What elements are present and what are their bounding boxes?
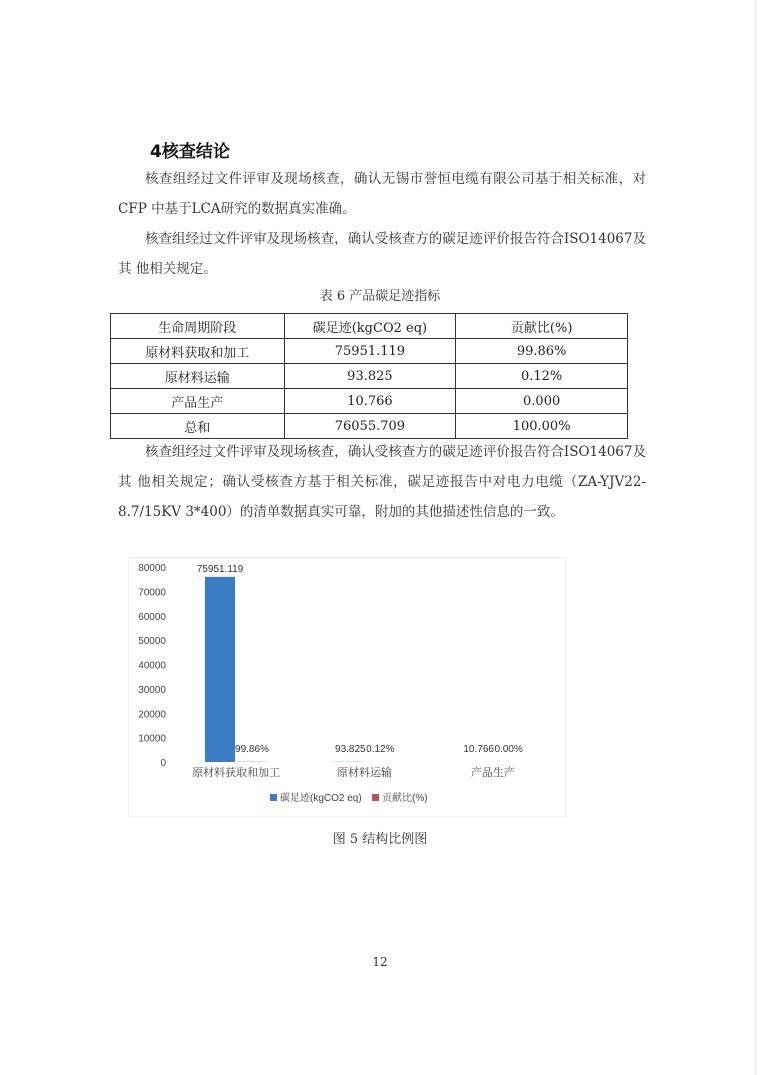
y-tick-label: 50000 <box>138 636 166 648</box>
table-row <box>111 364 628 389</box>
table-row <box>111 339 628 364</box>
data-label: 0.00% <box>494 744 523 755</box>
y-tick-label: 10000 <box>138 733 166 745</box>
paragraph-1 <box>118 164 646 224</box>
data-label: 10.766 <box>463 744 494 755</box>
header-stage: 生命周期阶段 <box>111 314 285 339</box>
page-number: 12 <box>372 955 388 969</box>
paragraph-2-text: 核查组经过文件评审及现场核查，确认受核查方的碳足迹评价报告符合ISO14067及其 他相关规定。 <box>118 231 646 277</box>
page-edge <box>755 0 756 1075</box>
cell-ratio: 100.00% <box>456 414 628 439</box>
table-row <box>111 389 628 414</box>
cell-footprint: 76055.709 <box>284 414 456 439</box>
data-label: 93.825 <box>335 744 366 755</box>
legend-swatch-footprint <box>270 794 277 801</box>
cell-ratio: 99.86% <box>456 339 628 364</box>
cell-stage: 原材料获取和加工 <box>111 339 285 364</box>
table-row <box>111 414 628 439</box>
data-label: 75951.119 <box>196 563 244 575</box>
paragraph-2 <box>118 224 646 284</box>
x-tick-label: 原材料获取和加工 <box>192 767 281 779</box>
y-tick-label: 60000 <box>138 611 166 623</box>
cell-stage: 原材料运输 <box>111 364 285 389</box>
y-tick-label: 0 <box>160 758 166 769</box>
table-caption: 表 6 产品碳足迹指标 <box>319 289 441 304</box>
table-header-row <box>111 314 628 339</box>
y-tick-label: 20000 <box>138 709 166 721</box>
footprint-table <box>110 313 628 439</box>
cell-ratio: 0.12% <box>456 364 628 389</box>
paragraph-1-text: 核查组经过文件评审及现场核查，确认无锡市誉恒电缆有限公司基于相关标准，对CFP 中基于LCA研究的数据真实准确。 <box>118 171 646 217</box>
figure-caption: 图 5 结构比例图 <box>332 832 428 847</box>
cell-stage: 产品生产 <box>111 389 285 414</box>
data-label: 99.86% <box>235 744 269 755</box>
cell-footprint: 10.766 <box>284 389 456 414</box>
bar-footprint <box>205 577 235 762</box>
y-tick-label: 40000 <box>138 660 166 672</box>
x-tick-label: 原材料运输 <box>337 767 392 779</box>
legend-swatch-ratio <box>372 794 379 801</box>
y-tick-label: 70000 <box>138 587 166 599</box>
y-tick-label: 30000 <box>138 684 166 696</box>
cell-stage: 总和 <box>111 414 285 439</box>
cell-footprint: 75951.119 <box>284 339 456 364</box>
section-heading: 4核查结论 <box>150 142 230 162</box>
data-label: 0.12% <box>366 744 395 755</box>
legend-label: 贡献比(%) <box>382 793 428 804</box>
paragraph-3 <box>118 437 646 527</box>
header-ratio: 贡献比(%) <box>456 314 628 339</box>
cell-ratio: 0.000 <box>456 389 628 414</box>
paragraph-3-text: 核查组经过文件评审及现场核查，确认受核查方的碳足迹评价报告符合ISO14067及其 他相关规定；确认受核查方基于相关标准，碳足迹报告中对电力电缆（ZA-YJV22-8.7/15KV 3*400）的清单数据真实可靠，附加的其他描述性信息的一致。 <box>118 444 646 520</box>
structure-ratio-chart <box>128 557 568 819</box>
x-tick-label: 产品生产 <box>470 767 515 779</box>
header-footprint: 碳足迹(kgCO2 eq) <box>284 314 456 339</box>
y-tick-label: 80000 <box>138 563 166 574</box>
cell-footprint: 93.825 <box>284 364 456 389</box>
legend-label: 碳足迹(kgCO2 eq) <box>280 793 362 804</box>
